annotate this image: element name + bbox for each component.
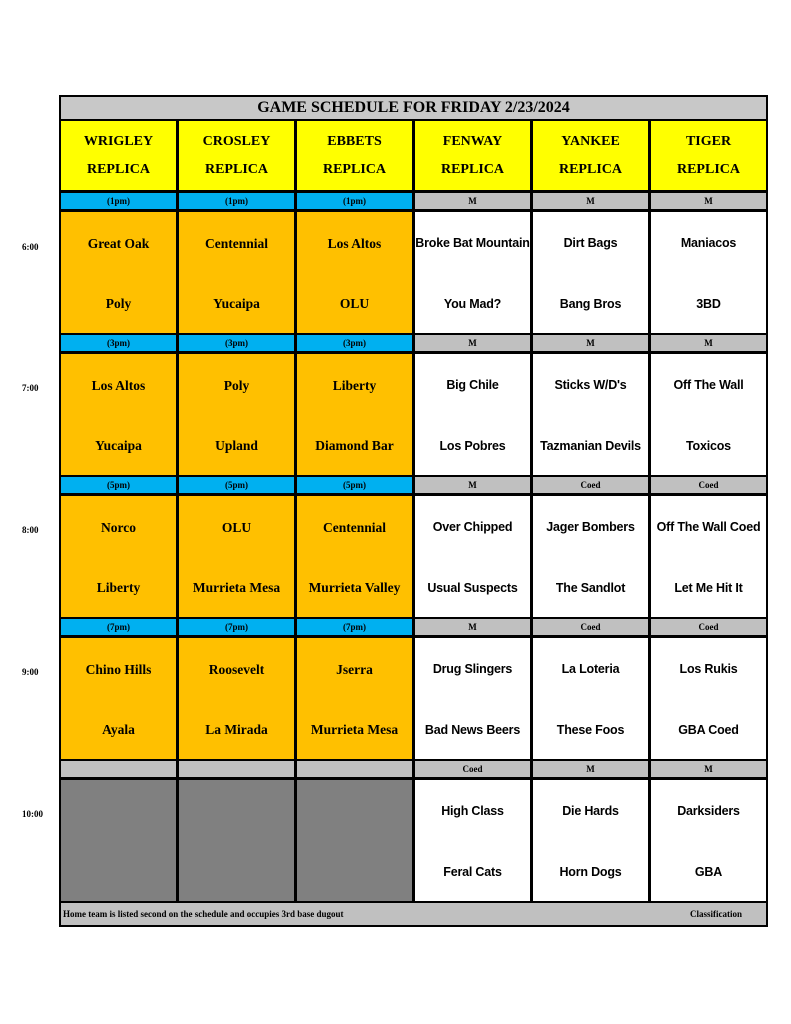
classification-bar <box>531 475 650 495</box>
home-team: Usual Suspects <box>427 581 518 595</box>
field-header <box>413 119 532 192</box>
home-team: Liberty <box>96 580 141 595</box>
away-team: Liberty <box>332 377 377 393</box>
field-header <box>649 119 768 192</box>
home-team: Yucaipa <box>213 296 260 311</box>
game-cell <box>649 210 768 337</box>
classification-bar <box>649 617 768 637</box>
game-cell <box>177 352 296 479</box>
away-team: Broke Bat Mountain <box>415 235 530 250</box>
classification-bar <box>59 759 178 779</box>
classification-bar <box>177 475 296 495</box>
home-team: Feral Cats <box>443 865 502 879</box>
field-name: TIGER <box>685 133 732 149</box>
game-cell <box>531 636 650 763</box>
classification-label: Coed <box>698 622 719 632</box>
away-team: Centennial <box>204 235 268 251</box>
classification-bar <box>177 759 296 779</box>
home-team: Yucaipa <box>95 438 142 453</box>
footer <box>59 901 768 927</box>
game-cell <box>649 494 768 621</box>
field-name: EBBETS <box>327 133 382 149</box>
classification-bar <box>531 191 650 211</box>
classification-label: Coed <box>462 764 483 774</box>
game-cell <box>413 778 532 905</box>
away-team: Off The Wall <box>673 377 744 392</box>
game-cell <box>413 352 532 479</box>
classification-bar <box>531 333 650 353</box>
classification-label: (1pm) <box>107 196 130 206</box>
home-team: GBA Coed <box>678 723 739 737</box>
time-label: 6:00 <box>22 242 39 252</box>
classification-label: (5pm) <box>225 480 248 490</box>
home-team: Murrieta Mesa <box>310 722 399 737</box>
classification-bar <box>649 475 768 495</box>
time-label: 9:00 <box>22 667 39 677</box>
away-team: Poly <box>223 377 250 393</box>
field-name: WRIGLEY <box>83 133 154 149</box>
classification-bar <box>59 475 178 495</box>
game-cell <box>531 494 650 621</box>
game-cell <box>295 494 414 621</box>
game-cell <box>531 778 650 905</box>
field-header <box>295 119 414 192</box>
away-team: High Class <box>441 803 504 818</box>
classification-bar <box>59 191 178 211</box>
classification-bar <box>649 333 768 353</box>
away-team: Sticks W/D's <box>554 377 627 392</box>
field-subtitle: REPLICA <box>676 161 740 177</box>
classification-label: Coed <box>698 480 719 490</box>
home-team: Ayala <box>102 722 135 737</box>
classification-bar <box>295 475 414 495</box>
home-team: Diamond Bar <box>315 438 394 453</box>
away-team: Maniacos <box>680 235 737 250</box>
classification-bar <box>295 759 414 779</box>
away-team: Big Chile <box>446 377 499 392</box>
classification-label: Coed <box>580 622 601 632</box>
classification-bar <box>59 333 178 353</box>
classification-label: (1pm) <box>343 196 366 206</box>
away-team: Darksiders <box>677 803 740 818</box>
classification-label: M <box>586 764 595 774</box>
game-cell <box>59 494 178 621</box>
away-team: Dirt Bags <box>563 235 618 250</box>
classification-label: (3pm) <box>107 338 130 348</box>
classification-label: M <box>704 196 713 206</box>
classification-bar <box>413 475 532 495</box>
classification-bar <box>295 191 414 211</box>
game-cell <box>413 210 532 337</box>
classification-label: M <box>704 764 713 774</box>
classification-bar <box>413 617 532 637</box>
home-team: Bang Bros <box>559 297 622 311</box>
classification-label: (5pm) <box>343 480 366 490</box>
game-cell <box>531 352 650 479</box>
classification-label: Coed <box>580 480 601 490</box>
time-label: 8:00 <box>22 525 39 535</box>
home-team: Murrieta Mesa <box>192 580 281 595</box>
away-team: Off The Wall Coed <box>656 519 761 534</box>
field-header <box>531 119 650 192</box>
game-cell <box>649 352 768 479</box>
home-team: Tazmanian Devils <box>540 439 641 453</box>
classification-label: (1pm) <box>225 196 248 206</box>
away-team: Los Altos <box>91 377 146 393</box>
game-cell <box>59 352 178 479</box>
field-header <box>59 119 178 192</box>
classification-label: (7pm) <box>343 622 366 632</box>
home-team: Los Pobres <box>439 439 506 453</box>
away-team: Jserra <box>336 661 373 677</box>
away-team: Great Oak <box>87 235 150 251</box>
classification-label: M <box>468 480 477 490</box>
home-team: These Foos <box>556 723 625 737</box>
classification-bar <box>295 333 414 353</box>
away-team: La Loteria <box>561 661 620 676</box>
field-name: YANKEE <box>561 133 620 149</box>
game-cell <box>177 210 296 337</box>
footer-note: Home team is listed second on the schedule and occupies 3rd base dugout <box>63 909 344 919</box>
classification-label: (3pm) <box>343 338 366 348</box>
game-cell <box>413 494 532 621</box>
away-team: Norco <box>101 519 136 535</box>
home-team: The Sandlot <box>555 581 626 595</box>
game-cell <box>59 636 178 763</box>
home-team: Murrieta Valley <box>308 580 401 595</box>
classification-label: M <box>586 196 595 206</box>
empty-slot <box>177 778 296 905</box>
page-title <box>59 95 768 121</box>
classification-bar <box>59 617 178 637</box>
away-team: Los Rukis <box>679 661 738 676</box>
game-cell <box>295 636 414 763</box>
field-name: FENWAY <box>442 133 503 149</box>
classification-bar <box>531 617 650 637</box>
classification-bar <box>531 759 650 779</box>
field-subtitle: REPLICA <box>86 161 150 177</box>
home-team: Let Me Hit It <box>674 581 743 595</box>
away-team: Roosevelt <box>208 661 265 677</box>
page-title-text: GAME SCHEDULE FOR FRIDAY 2/23/2024 <box>257 99 570 116</box>
away-team: Drug Slingers <box>432 661 513 676</box>
classification-bar <box>413 759 532 779</box>
home-team: Bad News Beers <box>424 723 521 737</box>
game-cell <box>59 210 178 337</box>
field-subtitle: REPLICA <box>558 161 622 177</box>
time-label: 10:00 <box>22 809 43 819</box>
away-team: OLU <box>221 519 252 535</box>
empty-slot <box>59 778 178 905</box>
footer-classification: Classification <box>689 909 742 919</box>
classification-label: M <box>704 338 713 348</box>
game-cell <box>295 352 414 479</box>
classification-label: M <box>468 196 477 206</box>
home-team: You Mad? <box>443 297 502 311</box>
classification-label: M <box>586 338 595 348</box>
home-team: GBA <box>694 865 723 879</box>
classification-bar <box>295 617 414 637</box>
game-cell <box>413 636 532 763</box>
game-cell <box>295 210 414 337</box>
classification-label: (7pm) <box>107 622 130 632</box>
game-cell <box>649 636 768 763</box>
classification-bar <box>177 191 296 211</box>
field-subtitle: REPLICA <box>322 161 386 177</box>
classification-bar <box>177 617 296 637</box>
game-cell <box>649 778 768 905</box>
game-cell <box>177 636 296 763</box>
field-subtitle: REPLICA <box>440 161 504 177</box>
classification-label: M <box>468 622 477 632</box>
away-team: Centennial <box>322 519 386 535</box>
field-header <box>177 119 296 192</box>
classification-bar <box>413 333 532 353</box>
home-team: 3BD <box>696 297 721 311</box>
home-team: Upland <box>215 438 258 453</box>
game-cell <box>531 210 650 337</box>
game-cell <box>177 494 296 621</box>
classification-label: (5pm) <box>107 480 130 490</box>
home-team: Toxicos <box>686 439 731 453</box>
away-team: Chino Hills <box>85 661 152 677</box>
field-subtitle: REPLICA <box>204 161 268 177</box>
classification-label: M <box>468 338 477 348</box>
home-team: Poly <box>105 296 132 311</box>
home-team: La Mirada <box>205 722 268 737</box>
away-team: Die Hards <box>562 803 619 818</box>
classification-bar <box>177 333 296 353</box>
home-team: OLU <box>339 296 370 311</box>
away-team: Los Altos <box>327 235 382 251</box>
field-name: CROSLEY <box>202 133 271 149</box>
away-team: Jager Bombers <box>546 519 635 534</box>
classification-bar <box>649 759 768 779</box>
classification-label: (3pm) <box>225 338 248 348</box>
home-team: Horn Dogs <box>559 865 622 879</box>
classification-bar <box>413 191 532 211</box>
empty-slot <box>295 778 414 905</box>
classification-label: (7pm) <box>225 622 248 632</box>
time-label: 7:00 <box>22 383 39 393</box>
classification-bar <box>649 191 768 211</box>
away-team: Over Chipped <box>432 519 513 534</box>
